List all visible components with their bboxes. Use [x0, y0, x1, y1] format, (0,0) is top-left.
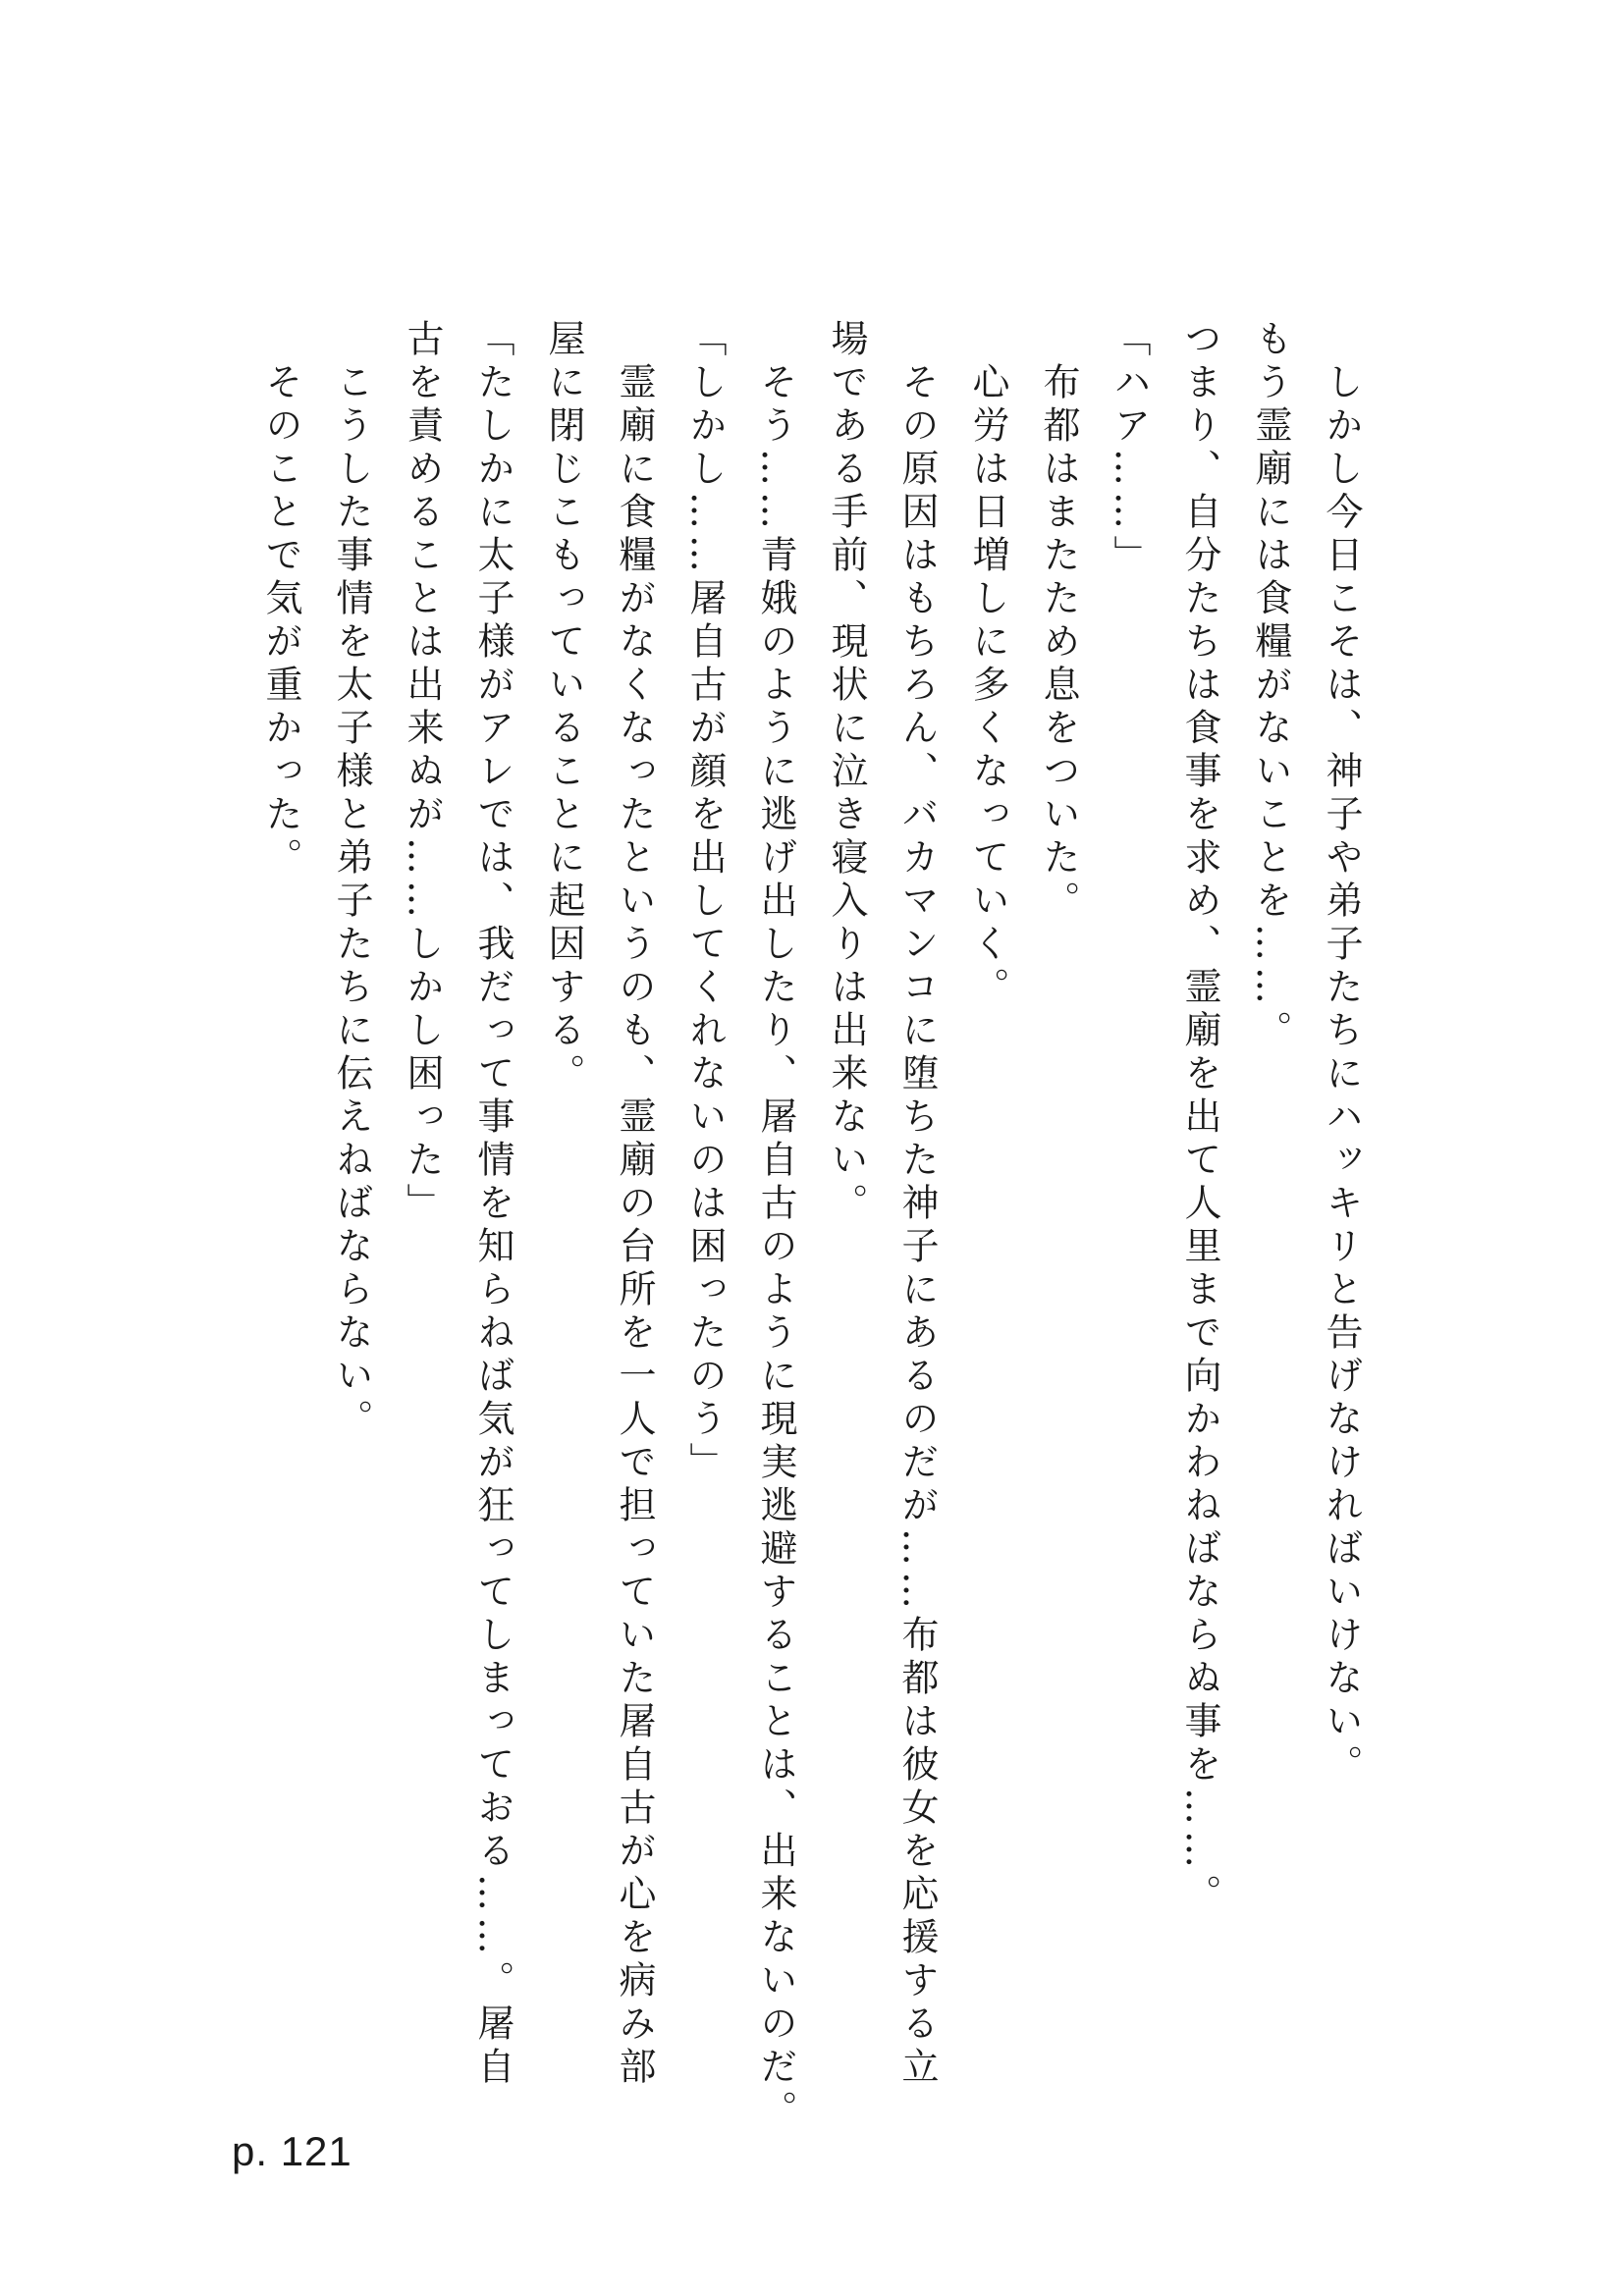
- text-line: 場である手前、現状に泣き寝入りは出来ない。: [825, 319, 868, 1226]
- text-line: そう……青娥のように逃げ出したり、屠自古のように現実逃避することは、出来ないのだ。: [754, 319, 797, 2133]
- text-line: 「ハア……」: [1108, 319, 1151, 578]
- text-line: そのことで気が重かった。: [259, 319, 302, 881]
- text-line: つまり、自分たちは食事を求め、霊廟を出て人里まで向かわねばならぬ事を……。: [1178, 319, 1221, 1917]
- text-line: 古を責めることは出来ぬが……しかし困った」: [401, 319, 444, 1226]
- text-line: 心労は日増しに多くなっていく。: [966, 319, 1009, 1010]
- text-line: 布都はまたため息をついた。: [1037, 319, 1080, 924]
- text-line: 「たしかに太子様がアレでは、我だって事情を知らねば気が狂ってしまっておる……。屠自: [471, 319, 514, 2090]
- text-line: その原因はもちろん、バカマンコに堕ちた神子にあるのだが……布都は彼女を応援する立: [895, 319, 939, 2090]
- text-line: 「しかし……屠自古が顔を出してくれないのは困ったのう」: [683, 319, 727, 1485]
- text-line: 霊廟に食糧がなくなったというのも、霊廟の台所を一人で担っていた屠自古が心を病み部: [613, 319, 656, 2090]
- text-line: しかし今日こそは、神子や弟子たちにハッキリと告げなければいけない。: [1320, 319, 1363, 1788]
- vertical-body-text: [245, 319, 1377, 2164]
- text-line: こうした事情を太子様と弟子たちに伝えねばならない。: [330, 319, 373, 1442]
- text-line: 屋に閉じこもっていることに起因する。: [542, 319, 585, 1096]
- text-line: もう霊廟には食糧がないことを……。: [1249, 319, 1292, 1053]
- page-number: p. 121: [232, 2128, 352, 2174]
